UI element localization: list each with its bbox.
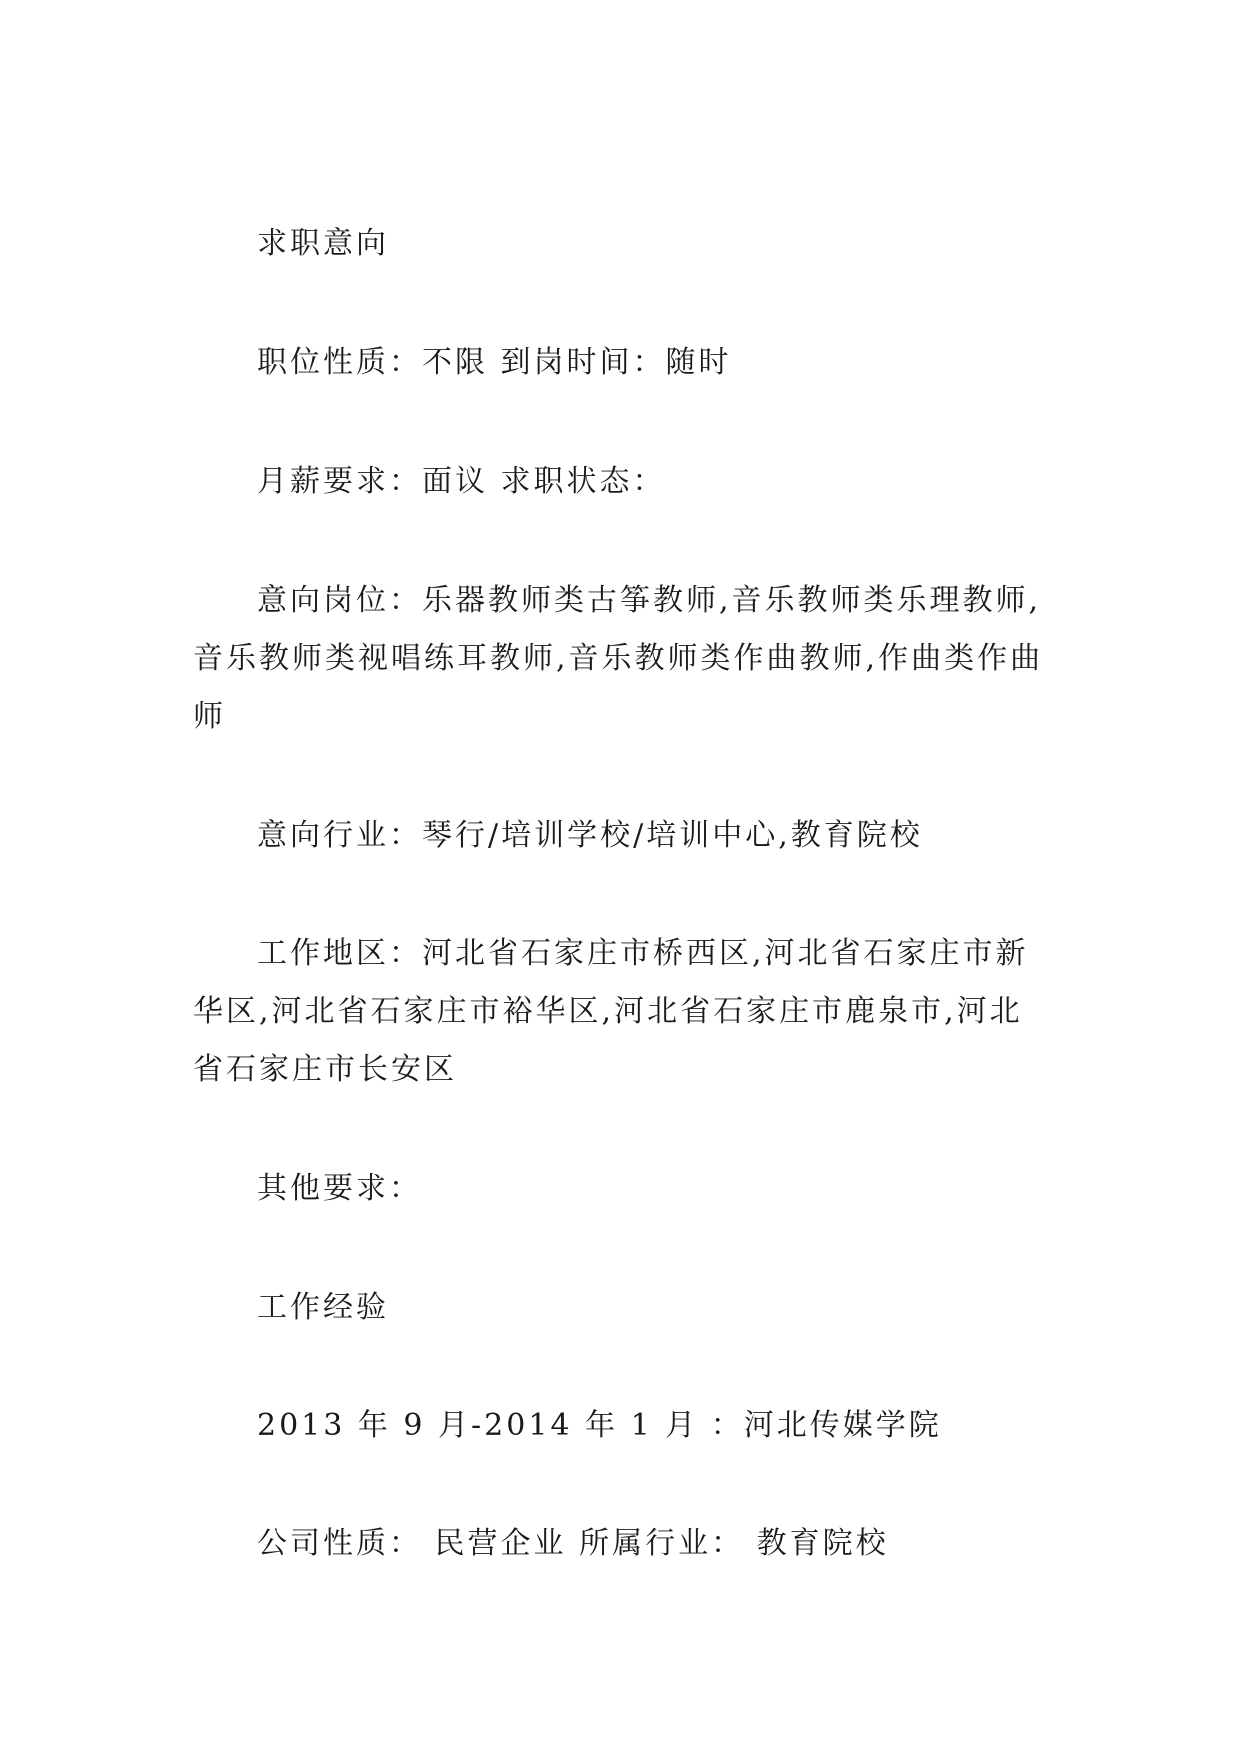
intended-industries: 意向行业：琴行/培训学校/培训中心,教育院校 [257,818,923,853]
job-nature-and-start-time: 职位性质：不限 到岗时间：随时 [257,345,732,380]
company-type-and-industry: 公司性质： 民营企业 所属行业： 教育院校 [257,1526,889,1561]
intended-positions: 意向岗位：乐器教师类古筝教师,音乐教师类乐理教师,音乐教师类视唱练耳教师,音乐教师类作曲教师,作曲类作曲师 [193,583,1044,734]
section-heading-work-experience: 工作经验 [257,1290,389,1325]
experience-period-employer: 2013 年 9 月-2014 年 1 月 ：河北传媒学院 [257,1408,942,1443]
salary-and-status: 月薪要求：面议 求职状态： [257,464,666,499]
other-requirements: 其他要求： [257,1171,422,1206]
work-regions: 工作地区：河北省石家庄市桥西区,河北省石家庄市新华区,河北省石家庄市裕华区,河北省石家庄市鹿泉市,河北省石家庄市长安区 [193,936,1029,1087]
section-heading-job-intention: 求职意向 [257,226,389,261]
